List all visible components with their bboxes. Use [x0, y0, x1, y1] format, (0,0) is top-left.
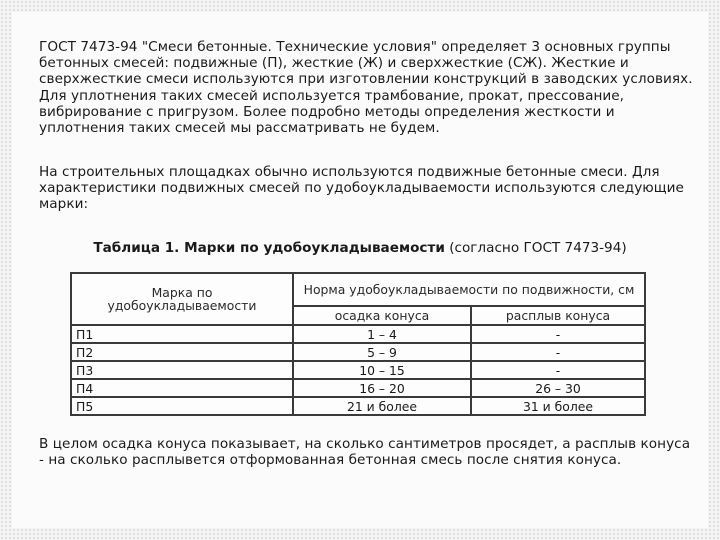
- table-header-row: [71, 273, 645, 306]
- slump-cell: 10 – 15: [293, 361, 471, 379]
- table-caption-source: (согласно ГОСТ 7473-94): [444, 240, 627, 256]
- grade-cell: П1: [71, 325, 293, 343]
- workability-table: [70, 272, 646, 416]
- table-row: [71, 361, 645, 379]
- conclusion-paragraph: В целом осадка конуса показывает, на сколько сантиметров просядет, а расплыв конуса - на сколько расплывется отформованная бетонная смесь после снятия конуса.: [39, 436, 691, 469]
- header-grade: Марка по удобоукладываемости: [71, 273, 293, 325]
- grade-cell: П3: [71, 361, 293, 379]
- table-row: [71, 325, 645, 343]
- spread-cell: -: [471, 361, 645, 379]
- slump-cell: 5 – 9: [293, 343, 471, 361]
- grade-cell: П2: [71, 343, 293, 361]
- table-row: [71, 343, 645, 361]
- intro-paragraph: ГОСТ 7473-94 "Смеси бетонные. Технические условия" определяет 3 основных группы бетонных смесей: подвижные (П), жесткие (Ж) и сверхжесткие (СЖ). Жесткие и сверхжесткие смеси используются при изготовлении конструкций в заводских условиях. Для уплотнения таких смесей используется трамбование, прокат, прессование, вибрирование с пригрузом. Более подробно методы определения жесткости и уплотнения таких смесей мы рассматривать не будем.: [39, 39, 693, 137]
- slump-cell: 21 и более: [293, 397, 471, 415]
- header-norm: Норма удобоукладываемости по подвижности, см: [293, 273, 645, 306]
- table-caption: [12, 240, 708, 256]
- grade-cell: П4: [71, 379, 293, 397]
- slump-cell: 16 – 20: [293, 379, 471, 397]
- table-caption-title: Таблица 1. Марки по удобоукладываемости: [93, 240, 445, 256]
- spread-cell: -: [471, 343, 645, 361]
- spread-cell: -: [471, 325, 645, 343]
- slide: [12, 12, 708, 528]
- grade-cell: П5: [71, 397, 293, 415]
- spread-cell: 31 и более: [471, 397, 645, 415]
- header-spread: расплыв конуса: [471, 306, 645, 325]
- spread-cell: 26 – 30: [471, 379, 645, 397]
- construction-sites-paragraph: На строительных площадках обычно используются подвижные бетонные смеси. Для характеристики подвижных смесей по удобоукладываемости используются следующие марки:: [39, 164, 684, 213]
- slump-cell: 1 – 4: [293, 325, 471, 343]
- table-row: [71, 397, 645, 415]
- header-slump: осадка конуса: [293, 306, 471, 325]
- table-row: [71, 379, 645, 397]
